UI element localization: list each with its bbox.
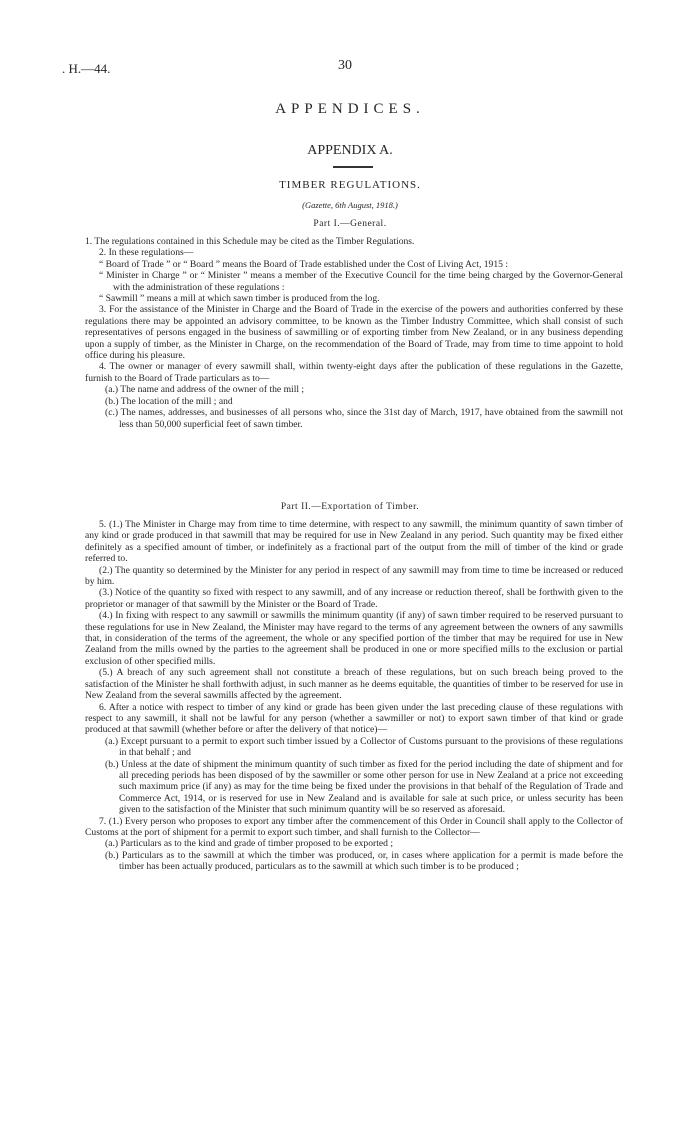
part1-paragraph: (b.) The location of the mill ; and: [105, 395, 233, 407]
part2-paragraph: (4.) In fixing with respect to any sawmill or sawmills the minimum quantity (if any) of sawn timber required to be reserved pursuant to these regulations for use in New Zealand, the Minister may have regard to the terms of any agreement between the owners of any sawmills that, in consideration of the terms of the agreement, the whole or any specified portion of the timber that may be required for use in New Zealand from the mills owned by the parties to the agreement shall be produced in one or more specified mills to the exclusion or partial exclusion of other specified mills.: [85, 610, 623, 667]
appendices-heading: APPENDICES.: [275, 101, 425, 117]
part2-paragraph: (a.) Particulars as to the kind and grade of timber proposed to be exported ;: [105, 838, 393, 850]
part2-body: [85, 519, 623, 873]
part2-paragraph: (5.) A breach of any such agreement shall not constitute a breach of these regulations, but on such breach being proved to the satisfaction of the Minister he shall forthwith adjust, in such manner as he deems equitable, the quantities of timber to be reserved for use in New Zealand from the several sawmills affected by the agreement.: [85, 667, 623, 702]
part1-paragraph: (c.) The names, addresses, and businesses of all persons who, since the 31st day of March, 1917, have obtained from the sawmill not less than 50,000 superficial feet of sawn timber.: [105, 407, 623, 430]
document-reference: . H.—44.: [62, 61, 111, 76]
part1-paragraph: “ Sawmill ” means a mill at which sawn timber is produced from the log.: [99, 293, 380, 305]
heading-rule: [333, 166, 373, 168]
part1-paragraph: “ Board of Trade ” or “ Board ” means the Board of Trade established under the Cost of Living Act, 1915 :: [99, 258, 508, 270]
part2-paragraph: (a.) Except pursuant to a permit to export such timber issued by a Collector of Customs pursuant to the provisions of these regulations in that behalf ; and: [105, 735, 623, 759]
part2-paragraph: (b.) Particulars as to the sawmill at which the timber was produced, or, in cases where application for a permit is made before the timber has been actually produced, particulars as to the sawmill at which such timber is to be produced ;: [105, 849, 623, 873]
part1-paragraph: 4. The owner or manager of every sawmill shall, within twenty-eight days after the publication of these regulations in the Gazette, furnish to the Board of Trade particulars as to—: [85, 361, 623, 384]
page-number: 30: [338, 58, 352, 73]
part2-paragraph: (3.) Notice of the quantity so fixed with respect to any sawmill, and of any increase or reduction thereof, shall be forthwith given to the proprietor or manager of that sawmill by the Minister or the Board of Trade.: [85, 587, 623, 610]
part1-paragraph: 1. The regulations contained in this Schedule may be cited as the Timber Regulations.: [85, 236, 415, 247]
gazette-reference: (Gazette, 6th August, 1918.): [302, 200, 398, 210]
part1-paragraph: 3. For the assistance of the Minister in Charge and the Board of Trade in the exercise of the powers and authorities conferred by these regulations there may be appointed an advisory committee, to be known as the Timber Industry Committee, which shall consist of such representatives of persons engaged in the business of sawmilling or of exporting timber from New Zealand, or in any business depending upon a supply of timber, as the Minister in Charge, on the recommendation of the Board of Trade, may from time to time appoint to hold office during his pleasure.: [85, 304, 623, 362]
part1-paragraph: “ Minister in Charge ” or “ Minister ” means a member of the Executive Council for the time being charged by the Governor-General with the administration of these regulations :: [99, 270, 623, 293]
appendix-heading: APPENDIX A.: [307, 143, 393, 158]
part2-paragraph: (2.) The quantity so determined by the Minister for any period in respect of any sawmill may from time to time be increased or reduced by him.: [85, 564, 623, 588]
part1-paragraph: 2. In these regulations—: [99, 247, 194, 259]
part2-paragraph: (b.) Unless at the date of shipment the minimum quantity of such timber as fixed for the period including the date of shipment and for all preceding periods has been disposed of by the sawmiller or some other person for use in New Zealand at a price not exceeding such maximum price (if any) as may for the time being be fixed under the provisions in that behalf of the Regulation of Trade and Commerce Act, 1914, or is reserved for use in New Zealand and is available for sale at such price, or unless security has been given to the satisfaction of the Minister that such minimum quantity will be so reserved as aforesaid.: [105, 758, 623, 816]
part1-heading: Part I.—General.: [313, 219, 387, 229]
part2-paragraph: 6. After a notice with respect to timber of any kind or grade has been given under the last preceding clause of these regulations with respect to any sawmill, it shall not be lawful for any person (whether a sawmiller or not) to export sawn timber of that kind or grade produced at that sawmill (whether before or after the delivery of that notice)—: [85, 701, 623, 736]
part2-paragraph: 5. (1.) The Minister in Charge may from time to time determine, with respect to any sawmill, the minimum quantity of sawn timber of any kind or grade produced in that sawmill that may be required for use in New Zealand in any period. Such quantity may be fixed either definitely as a specified amount of timber, or indefinitely as a fractional part of the output from the mill of timber of the kind or grade referred to.: [85, 519, 623, 565]
part2-paragraph: 7. (1.) Every person who proposes to export any timber after the commencement of this Order in Council shall apply to the Collector of Customs at the port of shipment for a permit to export such timber, and shall furnish to the Collector—: [85, 815, 623, 838]
part1-body: [85, 236, 623, 430]
part2-heading: Part II.—Exportation of Timber.: [280, 502, 420, 512]
regulations-title: TIMBER REGULATIONS.: [279, 179, 421, 191]
part1-paragraph: (a.) The name and address of the owner of the mill ;: [105, 384, 305, 396]
